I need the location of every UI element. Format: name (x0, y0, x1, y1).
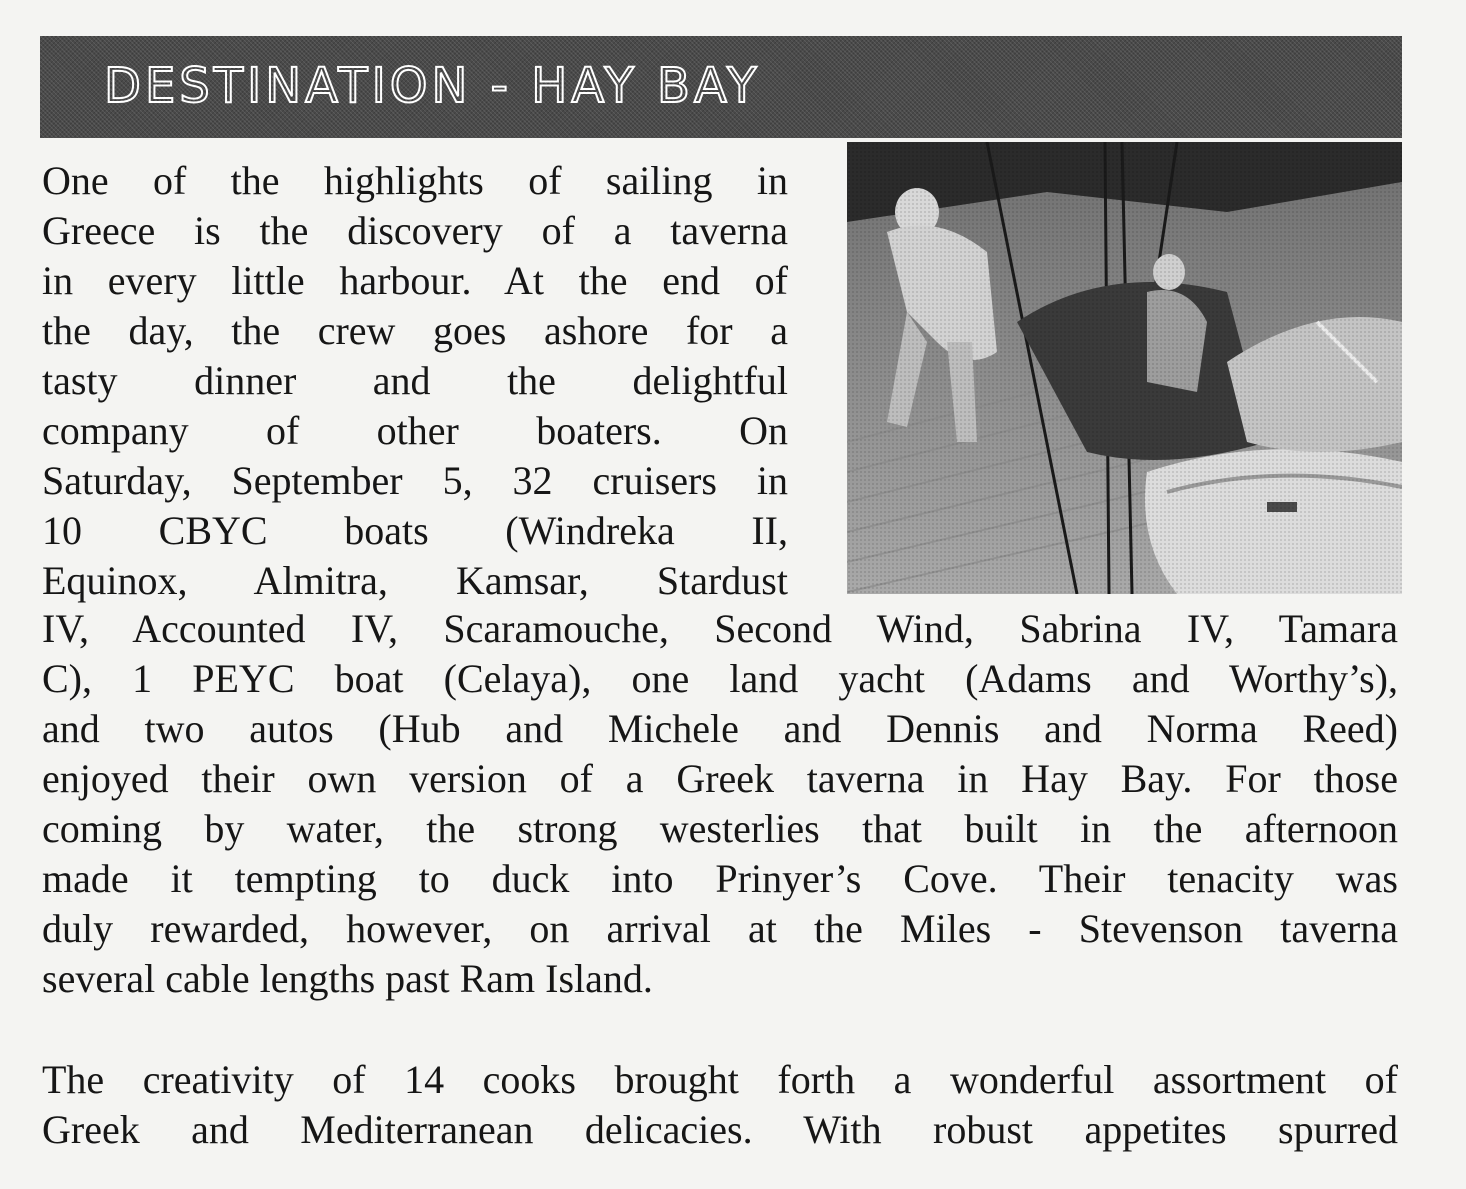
article-column-text (42, 156, 788, 606)
text-line: the day, the crew goes ashore for a (42, 308, 788, 353)
text-line: One of the highlights of sailing in (42, 158, 788, 203)
article-body-text (42, 604, 1398, 1004)
text-line: made it tempting to duck into Prinyer’s Cove. Their tenacity was (42, 856, 1398, 901)
sailboat-dock-photo (847, 142, 1402, 594)
text-line: C), 1 PEYC boat (Celaya), one land yacht (Adams and Worthy’s), (42, 656, 1398, 701)
text-line: in every little harbour. At the end of (42, 258, 788, 303)
text-line: tasty dinner and the delightful (42, 358, 788, 403)
text-line: Greece is the discovery of a taverna (42, 208, 788, 253)
text-line: and two autos (Hub and Michele and Dennis and Norma Reed) (42, 706, 1398, 751)
text-line: Equinox, Almitra, Kamsar, Stardust (42, 558, 788, 603)
text-line: 10 CBYC boats (Windreka II, (42, 508, 788, 553)
text-line: The creativity of 14 cooks brought forth a wonderful assortment of (42, 1057, 1398, 1102)
section-banner (40, 36, 1402, 138)
article-photo (847, 142, 1402, 594)
text-line: company of other boaters. On (42, 408, 788, 453)
text-line: coming by water, the strong westerlies that built in the afternoon (42, 806, 1398, 851)
text-line: Saturday, September 5, 32 cruisers in (42, 458, 788, 503)
text-line: IV, Accounted IV, Scaramouche, Second Wind, Sabrina IV, Tamara (42, 606, 1398, 651)
text-line: Greek and Mediterranean delicacies. With robust appetites spurred (42, 1107, 1398, 1152)
text-line: duly rewarded, however, on arrival at the Miles - Stevenson taverna (42, 906, 1398, 951)
text-line: several cable lengths past Ram Island. (42, 956, 653, 1001)
section-title: DESTINATION - HAY BAY (104, 58, 761, 114)
article-paragraph-2 (42, 1055, 1398, 1155)
text-line: enjoyed their own version of a Greek taverna in Hay Bay. For those (42, 756, 1398, 801)
